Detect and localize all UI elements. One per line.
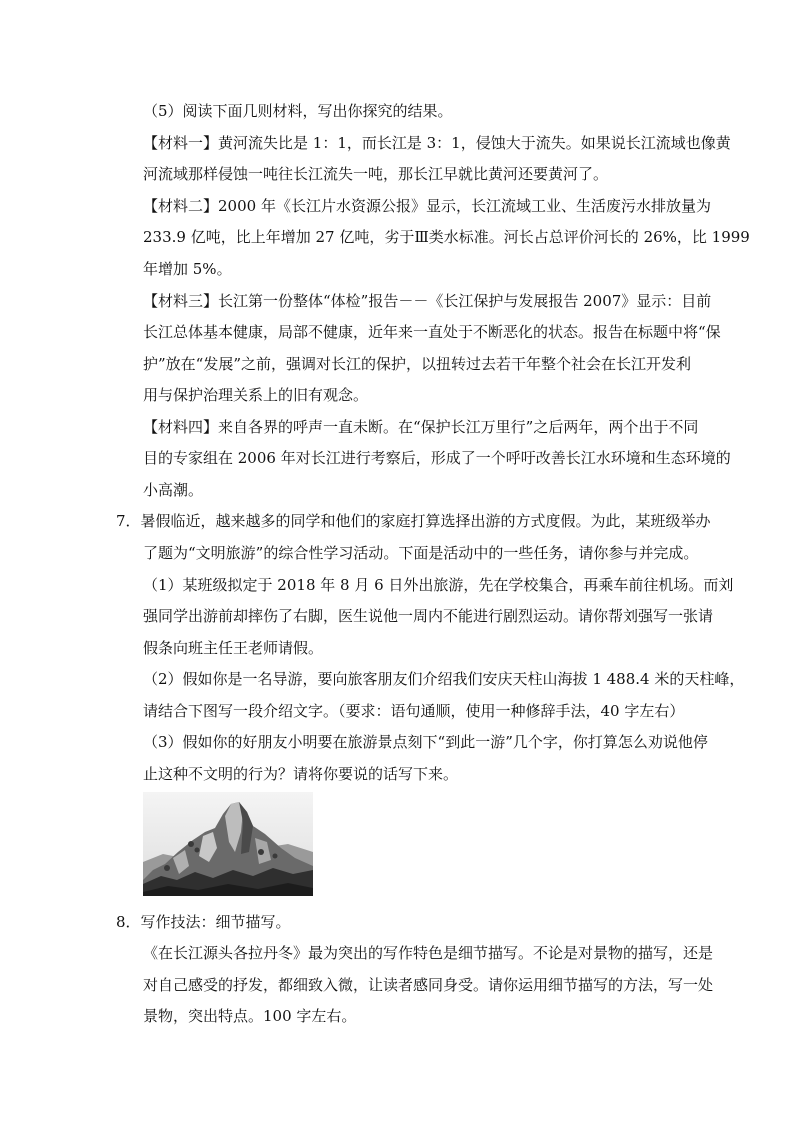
tianzhu-peak-photo	[143, 792, 313, 896]
mountain-illustration	[143, 792, 313, 896]
q8-body-line-2: 对自己感受的抒发，都细致入微，让读者感同身受。请你运用细节描写的方法，写一处	[143, 976, 714, 994]
material-3-line-2: 长江总体基本健康，局部不健康，近年来一直处于不断恶化的状态。报告在标题中将“保	[143, 323, 721, 341]
material-3-line-3: 护”放在“发展”之前，强调对长江的保护，以扭转过去若干年整个社会在长江开发利	[143, 355, 692, 373]
material-2-line-1: 【材料二】2000 年《长江片水资源公报》显示，长江流域工业、生活废污水排放量为	[143, 197, 711, 215]
q7-sub1-line-2: 强同学出游前却摔伤了右脚，医生说他一周内不能进行剧烈运动。请你帮刘强写一张请	[143, 607, 714, 625]
material-4-line-2: 目的专家组在 2006 年对长江进行考察后，形成了一个呼吁改善长江水环境和生态环境的	[143, 449, 731, 467]
q7-sub1-line-3: 假条向班主任王老师请假。	[143, 639, 324, 657]
q7-sub3-line-2: 止这种不文明的行为？请将你要说的话写下来。	[143, 765, 459, 783]
q8-body-line-1: 《在长江源头各拉丹冬》最为突出的写作特色是细节描写。不论是对景物的描写，还是	[143, 944, 714, 962]
q6-intro: （5）阅读下面几则材料，写出你探究的结果。	[143, 102, 453, 120]
q7-sub2-line-2: 请结合下图写一段介绍文字。（要求：语句通顺，使用一种修辞手法，40 字左右）	[143, 702, 685, 720]
material-4-line-3: 小高潮。	[143, 481, 204, 499]
material-3-line-4: 用与保护治理关系上的旧有观念。	[143, 386, 369, 404]
q8-title: 8．写作技法：细节描写。	[116, 913, 291, 931]
q7-sub1-line-1: （1）某班级拟定于 2018 年 8 月 6 日外出旅游，先在学校集合，再乘车前往机场。而刘	[143, 576, 734, 594]
material-3-line-1: 【材料三】长江第一份整体“体检”报告－－《长江保护与发展报告 2007》显示：目前	[143, 292, 712, 310]
material-2-line-2: 233.9 亿吨，比上年增加 27 亿吨，劣于Ⅲ类水标准。河长占总评价河长的 26%，比 1999	[143, 228, 750, 246]
q7-stem-line-2: 了题为“文明旅游”的综合性学习活动。下面是活动中的一些任务，请你参与并完成。	[143, 544, 699, 562]
q7-stem-line-1: 7．暑假临近，越来越多的同学和他们的家庭打算选择出游的方式度假。为此，某班级举办	[116, 512, 711, 530]
q8-body-line-3: 景物，突出特点。100 字左右。	[143, 1007, 357, 1025]
material-1-line-1: 【材料一】黄河流失比是 1：1，而长江是 3：1，侵蚀大于流失。如果说长江流域也像黄	[143, 134, 731, 152]
q7-sub2-line-1: （2）假如你是一名导游，要向旅客朋友们介绍我们安庆天柱山海拔 1 488.4 米的天柱峰，	[143, 670, 745, 688]
q7-sub3-line-1: （3）假如你的好朋友小明要在旅游景点刻下“到此一游”几个字，你打算怎么劝说他停	[143, 733, 708, 751]
material-1-line-2: 河流域那样侵蚀一吨往长江流失一吨，那长江早就比黄河还要黄河了。	[143, 165, 609, 183]
material-4-line-1: 【材料四】来自各界的呼声一直未断。在“保护长江万里行”之后两年，两个出于不同	[143, 418, 699, 436]
material-2-line-3: 年增加 5%。	[143, 260, 232, 278]
